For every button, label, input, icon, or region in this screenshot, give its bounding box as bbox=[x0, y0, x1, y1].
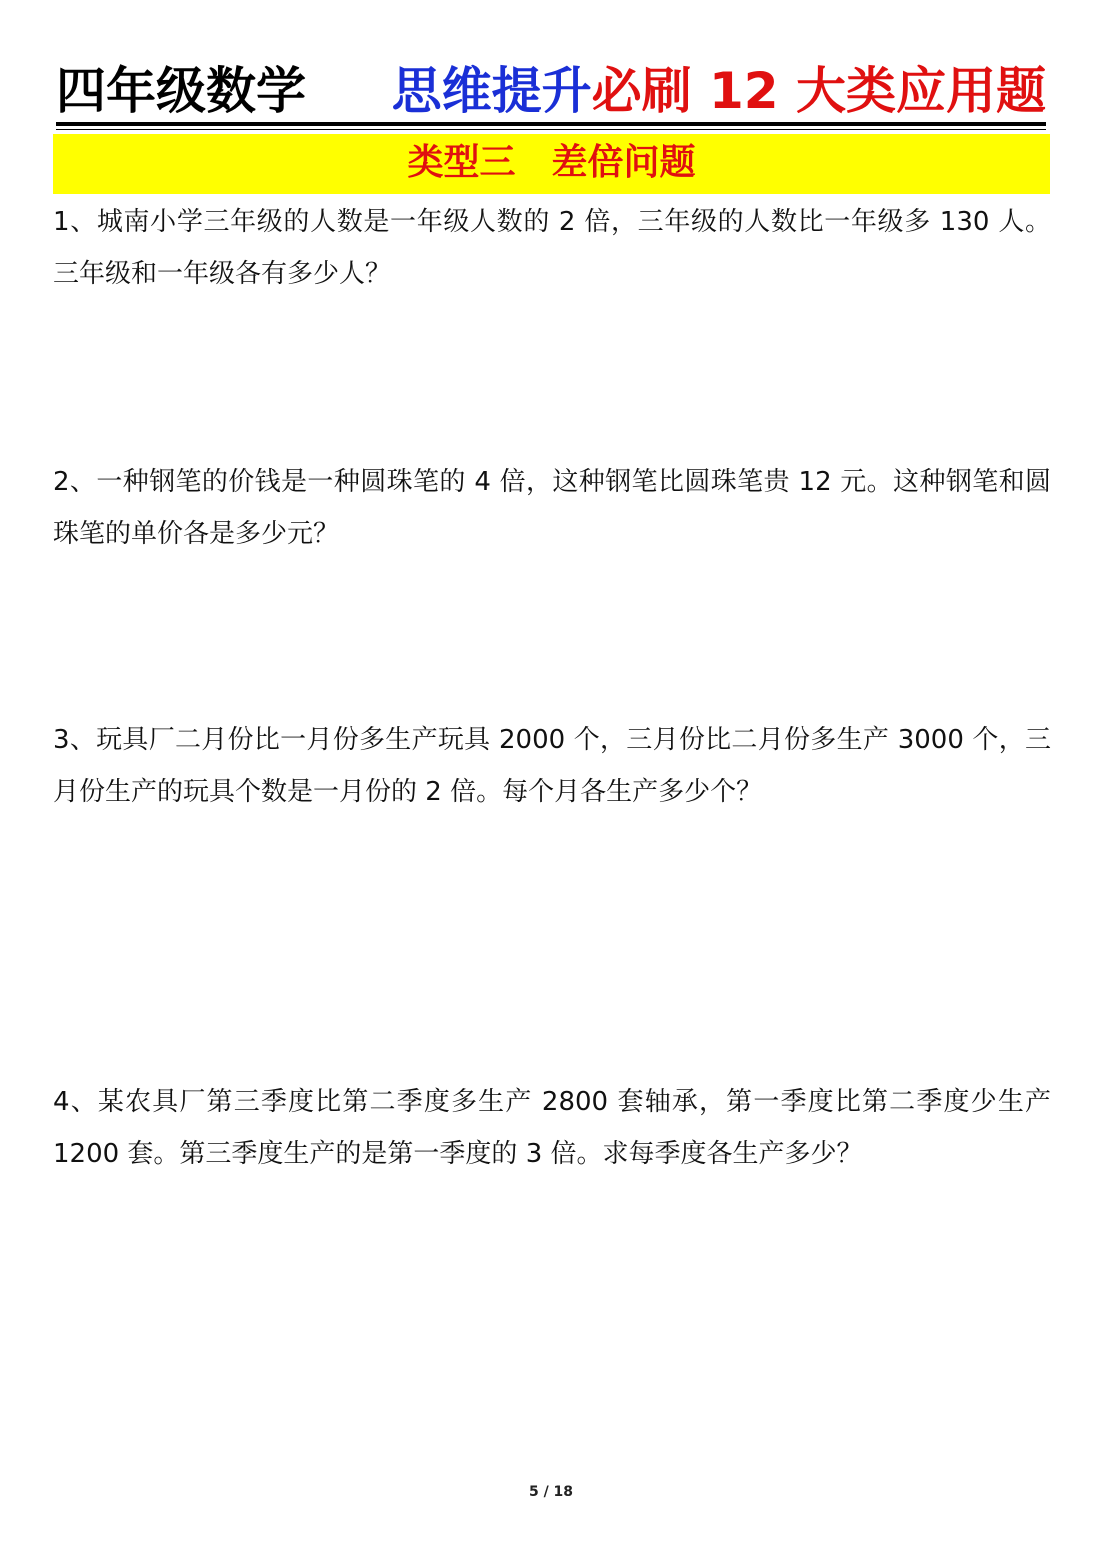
series-title-red: 必刷 12 大类应用题 bbox=[591, 62, 1046, 120]
question-4: 4、某农具厂第三季度比第二季度多生产 2800 套轴承，第一季度比第二季度少生产 1200 套。第三季度生产的是第一季度的 3 倍。求每季度各生产多少？ bbox=[53, 1087, 1051, 1169]
question-3: 3、玩具厂二月份比一月份多生产玩具 2000 个，三月份比二月份多生产 3000 个，三月份生产的玩具个数是一月份的 2 倍。每个月各生产多少个？ bbox=[53, 725, 1051, 807]
question-2: 2、一种钢笔的价钱是一种圆珠笔的 4 倍，这种钢笔比圆珠笔贵 12 元。这种钢笔和圆珠笔的单价各是多少元？ bbox=[53, 467, 1051, 549]
grade-subject-title: 四年级数学 bbox=[56, 62, 306, 120]
page-number: 5 / 18 bbox=[528, 1484, 574, 1500]
series-title bbox=[392, 60, 1046, 122]
page-header bbox=[56, 58, 1046, 120]
question-1: 1、城南小学三年级的人数是一年级人数的 2 倍，三年级的人数比一年级多 130 人。三年级和一年级各有多少人？ bbox=[53, 207, 1051, 289]
header-rule-thin bbox=[56, 129, 1046, 130]
header-rule-thick bbox=[56, 122, 1046, 126]
series-title-blue: 思维提升 bbox=[391, 62, 592, 120]
section-banner bbox=[53, 134, 1050, 194]
section-title: 类型三 差倍问题 bbox=[407, 142, 696, 183]
